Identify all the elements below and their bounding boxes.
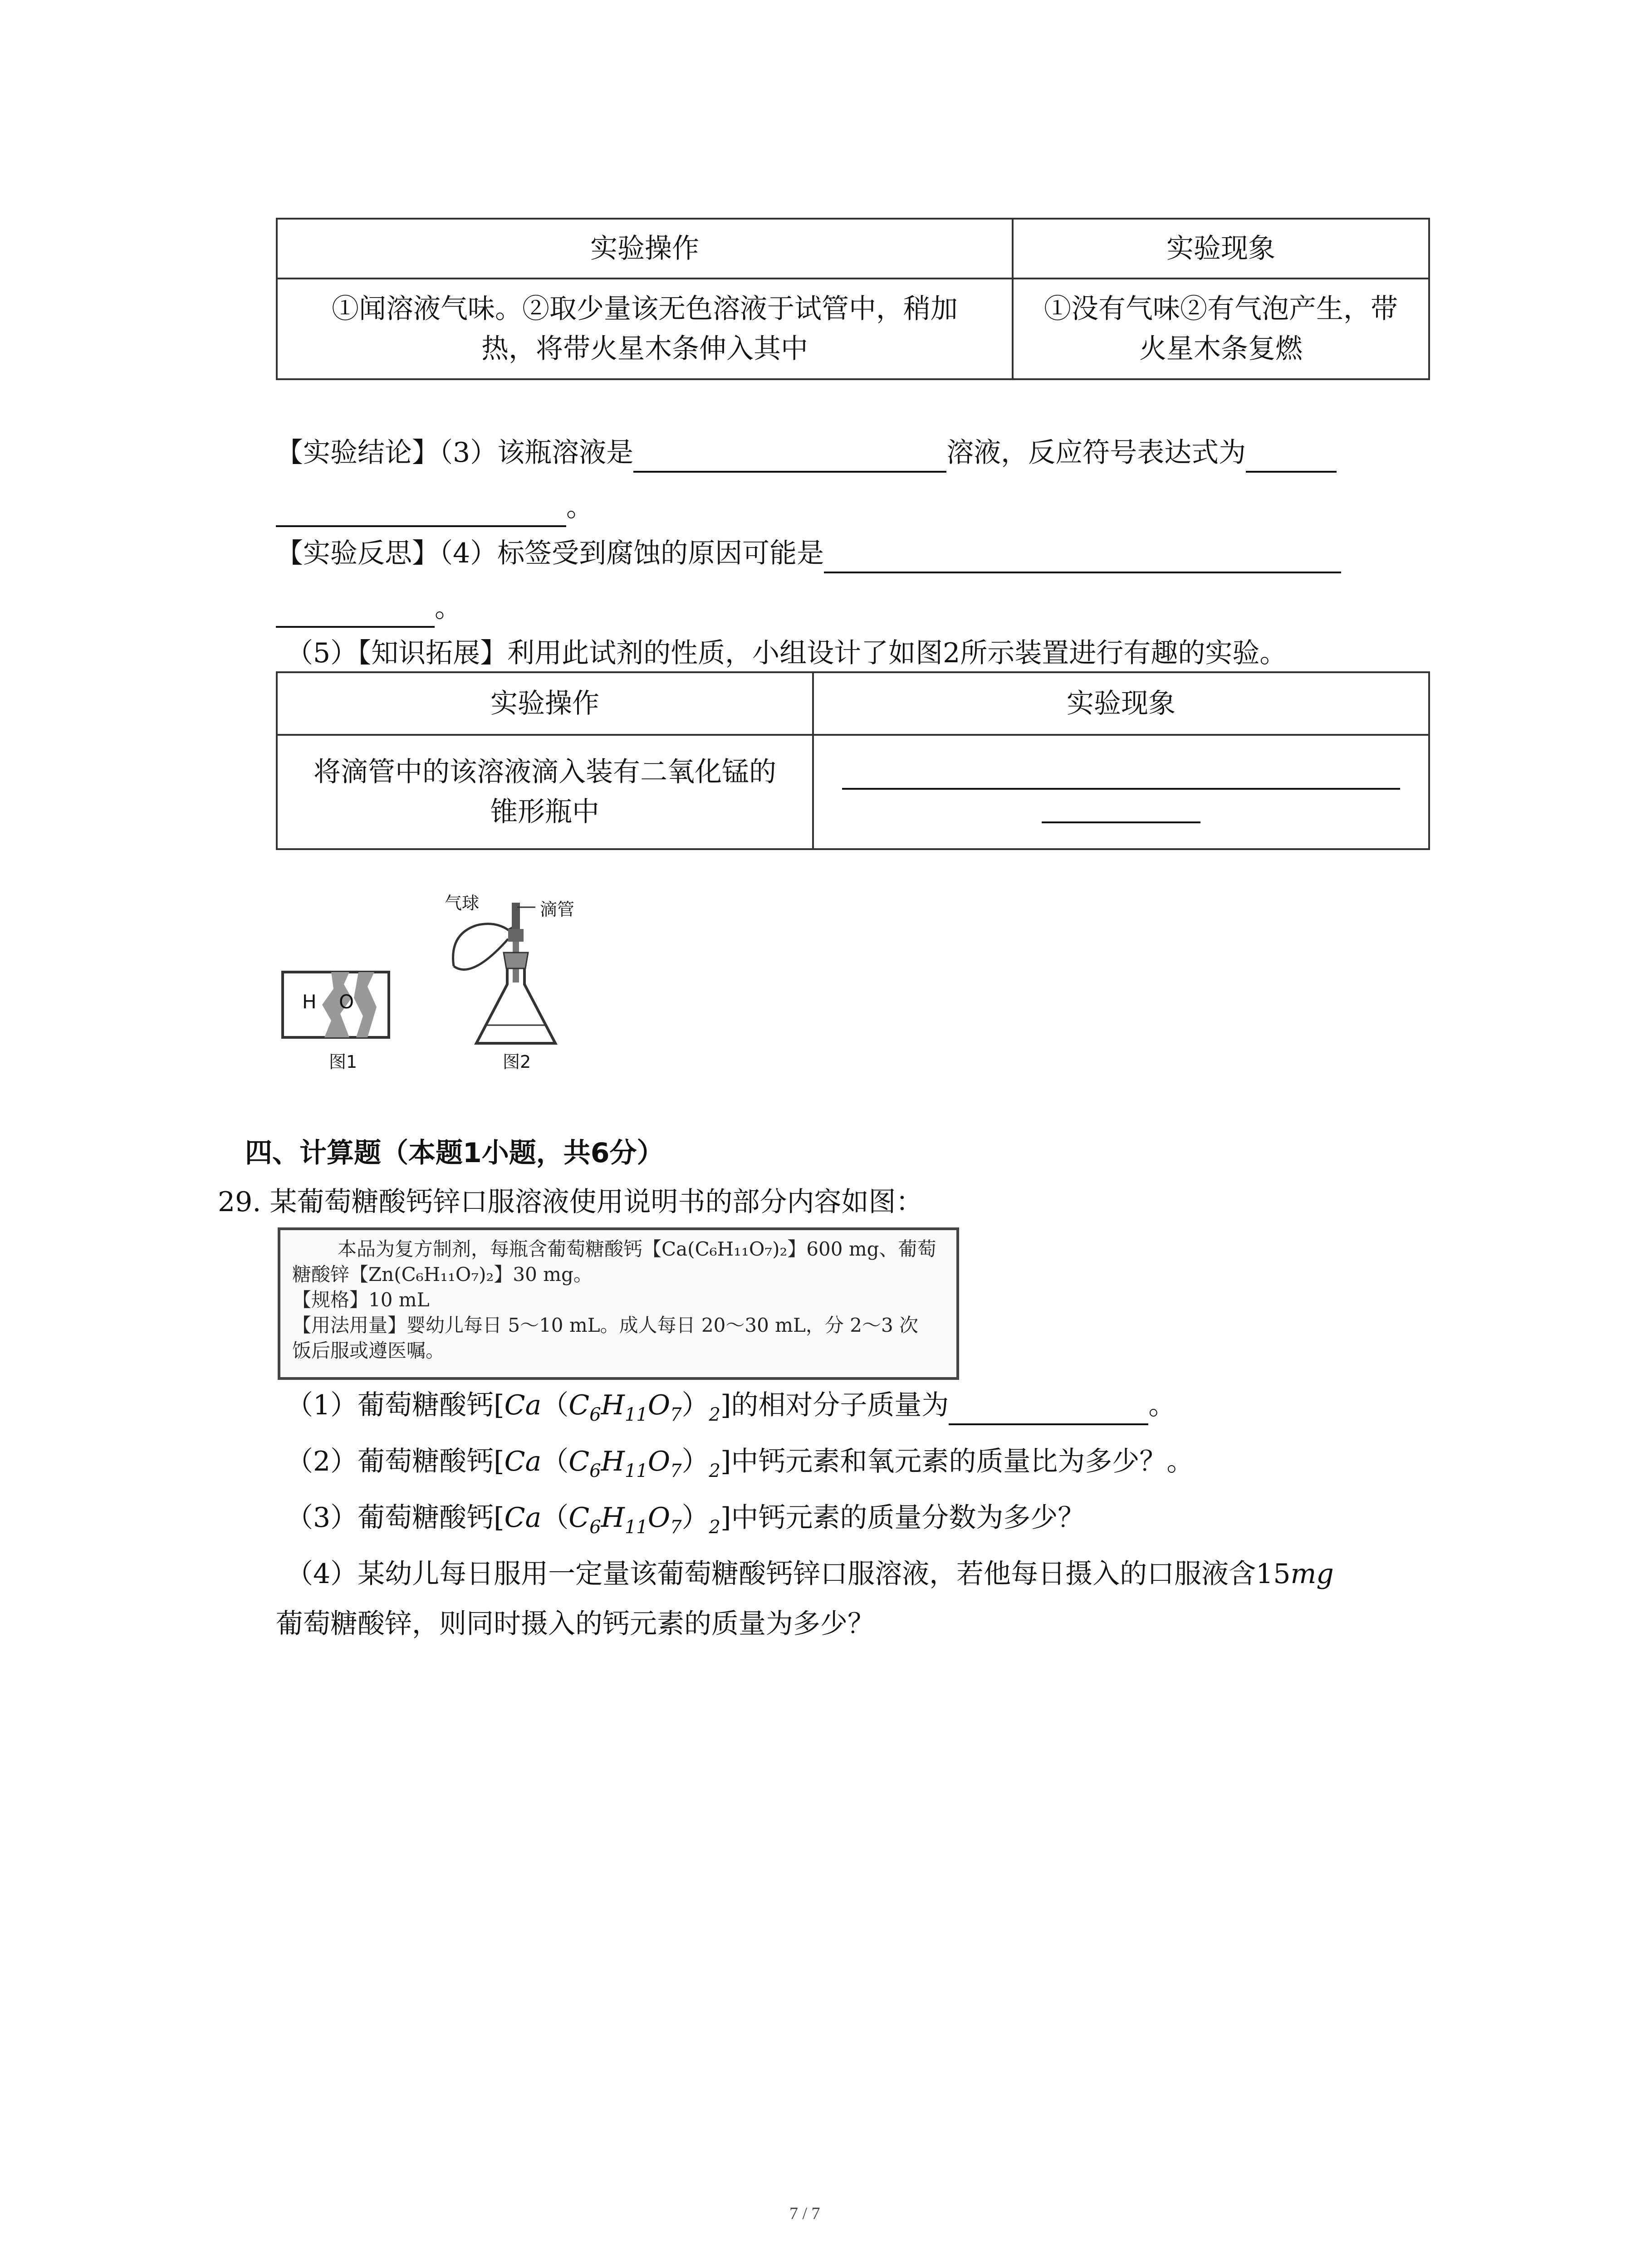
figure-2-caption: 图2	[503, 1052, 531, 1072]
q29-box-line4: 【用法用量】婴幼儿每日 5～10 mL。成人每日 20～30 mL，分 2～3 次	[292, 1314, 919, 1336]
q29-instruction-box	[278, 1227, 959, 1380]
formula-ca: Ca	[504, 1389, 542, 1421]
formula-close: ）	[681, 1389, 709, 1421]
formula-7: 7	[670, 1404, 682, 1425]
formula-open: （	[541, 1389, 569, 1421]
q29-sub2	[286, 1443, 1194, 1489]
q29-sub1-pre: （1）葡萄糖酸钙[	[286, 1389, 505, 1421]
experiment-table-2	[276, 671, 1430, 850]
reflection-end: 。	[435, 592, 462, 624]
q29-box-line3: 【规格】10 mL	[292, 1289, 430, 1311]
q29-stem: 29. 某葡萄糖酸钙锌口服溶液使用说明书的部分内容如图：	[218, 1186, 923, 1218]
figure-2	[445, 889, 617, 1052]
q29-sub3-post: ]中钙元素的质量分数为多少？	[720, 1502, 1085, 1534]
table2-op-line1: 将滴管中的该溶液滴入装有二氧化锰的	[314, 756, 776, 788]
formula-ca: Ca	[504, 1502, 542, 1534]
reflection-blank-1[interactable]	[824, 535, 1341, 573]
formula-c: C	[568, 1446, 590, 1477]
q29-sub4-text: （4）某幼儿每日服用一定量该葡萄糖酸钙锌口服溶液，若他每日摄入的口服液含15	[286, 1558, 1291, 1590]
table2-header-phenomenon: 实验现象	[813, 672, 1429, 735]
reflection-line-2	[276, 590, 462, 628]
table1-phenomenon-cell	[1013, 279, 1429, 379]
figure-1-o: O	[339, 991, 354, 1013]
conclusion-line	[276, 435, 1337, 473]
q29-box-line2: 糖酸锌【Zn(C₆H₁₁O₇)₂】30 mg。	[292, 1263, 593, 1286]
figure-2-balloon-label: 气球	[445, 893, 480, 913]
reflection-line	[276, 535, 1341, 573]
figure-1-label-image	[281, 971, 390, 1039]
q29-box-line1: 本品为复方制剂，每瓶含葡萄糖酸钙【Ca(C₆H₁₁O₇)₂】600 mg、葡萄	[338, 1238, 936, 1260]
conclusion-blank-2[interactable]	[1246, 435, 1337, 473]
section-4-title: 四、计算题（本题1小题，共6分）	[245, 1137, 664, 1169]
formula-o: O	[647, 1446, 671, 1477]
figure-1-caption: 图1	[329, 1052, 358, 1072]
formula-c: C	[568, 1502, 590, 1534]
q29-sub1-blank[interactable]	[949, 1387, 1148, 1425]
q29-sub4-line1	[286, 1556, 1334, 1592]
formula-ca: Ca	[504, 1446, 542, 1477]
table1-header-phenomenon: 实验现象	[1013, 219, 1429, 279]
figure-1-h: H	[302, 991, 317, 1013]
table2-blank-1[interactable]	[842, 761, 1400, 790]
formula-h: H	[601, 1502, 625, 1534]
formula-6: 6	[589, 1461, 601, 1481]
formula-2: 2	[709, 1517, 720, 1538]
q29-sub1-end: 。	[1148, 1389, 1176, 1421]
q29-sub1-post: ]的相对分子质量为	[720, 1389, 949, 1421]
formula-2: 2	[709, 1461, 720, 1481]
conclusion-blank-3[interactable]	[276, 489, 566, 527]
extension-text: （5）【知识拓展】利用此试剂的性质，小组设计了如图2所示装置进行有趣的实验。	[286, 637, 1287, 669]
table1-ph-line2: 火星木条复燃	[1139, 333, 1303, 365]
q29-sub3-pre: （3）葡萄糖酸钙[	[286, 1502, 505, 1534]
formula-close: ）	[681, 1446, 709, 1477]
formula-11: 11	[624, 1517, 648, 1538]
formula-o: O	[647, 1389, 671, 1421]
conclusion-line-2	[276, 489, 593, 527]
formula-6: 6	[589, 1517, 601, 1538]
formula-open: （	[541, 1502, 569, 1534]
formula-11: 11	[624, 1461, 648, 1481]
figure-1	[281, 971, 390, 1039]
q29-sub3	[286, 1500, 1085, 1545]
conclusion-mid: 溶液，反应符号表达式为	[946, 437, 1246, 469]
table2-blank-2[interactable]	[1042, 803, 1200, 823]
formula-7: 7	[670, 1517, 682, 1538]
figure-2-dropper-label: 滴管	[540, 899, 575, 919]
table1-header-operation: 实验操作	[277, 219, 1013, 279]
table2-op-line2: 锥形瓶中	[490, 796, 599, 828]
q29-sub4-line2: 葡萄糖酸锌，则同时摄入的钙元素的质量为多少？	[276, 1608, 875, 1640]
formula-h: H	[601, 1446, 625, 1477]
q29-sub1	[286, 1387, 1176, 1433]
table1-ph-line1: ①没有气味②有气泡产生，带	[1044, 293, 1398, 325]
conclusion-end: 。	[566, 491, 593, 523]
formula-11: 11	[624, 1404, 648, 1425]
table2-operation-cell	[277, 735, 813, 849]
q29-sub2-post: ]中钙元素和氧元素的质量比为多少？。	[720, 1446, 1194, 1477]
reflection-label: 【实验反思】（4）标签受到腐蚀的原因可能是	[276, 538, 824, 569]
formula-o: O	[647, 1502, 671, 1534]
formula-6: 6	[589, 1404, 601, 1425]
formula-open: （	[541, 1446, 569, 1477]
table2-phenomenon-cell	[813, 735, 1429, 849]
q29-box-line5: 饭后服或遵医嘱。	[292, 1339, 445, 1362]
q29-sub4-unit: mg	[1290, 1558, 1334, 1590]
q29-sub2-pre: （2）葡萄糖酸钙[	[286, 1446, 505, 1477]
formula-close: ）	[681, 1502, 709, 1534]
conclusion-blank-1[interactable]	[633, 435, 946, 473]
formula-h: H	[601, 1389, 625, 1421]
formula-7: 7	[670, 1461, 682, 1481]
table2-header-operation: 实验操作	[277, 672, 813, 735]
experiment-table-1	[276, 218, 1430, 380]
formula-c: C	[568, 1389, 590, 1421]
page-number: 7 / 7	[789, 2204, 820, 2223]
table1-op-line1: ①闻溶液气味。②取少量该无色溶液于试管中，稍加	[332, 293, 958, 325]
table1-operation-cell	[277, 279, 1013, 379]
table1-op-line2: 热，将带火星木条伸入其中	[481, 333, 808, 365]
reflection-blank-2[interactable]	[276, 590, 435, 628]
formula-2: 2	[709, 1404, 720, 1425]
conclusion-label: 【实验结论】（3）该瓶溶液是	[276, 437, 634, 469]
